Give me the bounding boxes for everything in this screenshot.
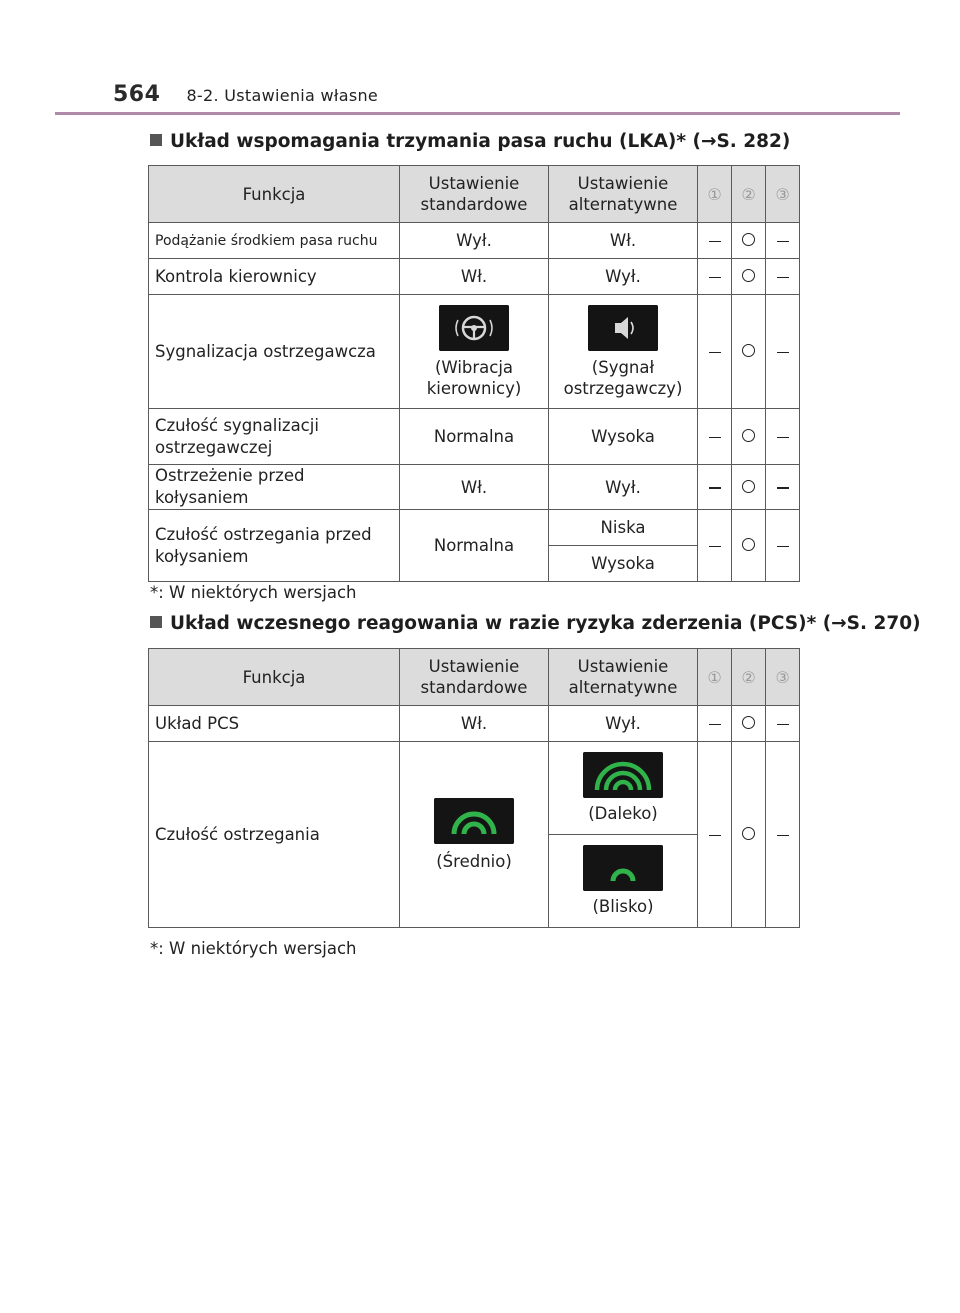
lka-title-text: Układ wspomagania trzymania pasa ruchu (LKA)* (→S. 282) [170,131,791,152]
mark-circle [732,295,766,409]
function-cell: Sygnalizacja ostrzegawcza [149,295,400,409]
radar-arcs-1-icon [583,845,663,891]
function-cell: Czułość sygnalizacji ostrzegawczej [149,409,400,465]
lka-settings-table [148,165,800,582]
alternative-cell: Wysoka [549,546,698,582]
dash-icon [709,487,721,489]
table-row [149,223,800,259]
mark-dash [766,409,800,465]
function-cell: Czułość ostrzegania przed kołysaniem [149,510,400,582]
alternative-cell: Wył. [549,259,698,295]
dash-icon [709,437,721,439]
mark-dash [766,742,800,928]
standard-cell [400,295,549,409]
dash-icon [777,437,789,439]
mark-dash [698,223,732,259]
alternative-cell [549,295,698,409]
standard-caption: (Średnio) [436,851,512,871]
alternative-cell: Wysoka [549,409,698,465]
dash-icon [709,724,721,726]
mark-dash [698,409,732,465]
standard-cell: Normalna [400,510,549,582]
col-header-function: Funkcja [149,166,400,223]
mark-dash [766,465,800,510]
table-row [149,510,800,546]
col-header-1: ① [698,166,732,223]
standard-cell: Wł. [400,706,549,742]
table-row [149,409,800,465]
dash-icon [709,241,721,243]
standard-caption: (Wibracja kierownicy) [426,357,522,398]
alternative-cell [549,742,698,835]
mark-dash [698,510,732,582]
header-divider [55,112,900,115]
dash-icon [709,835,721,837]
dash-icon [777,277,789,279]
circle-icon [742,429,755,442]
dash-icon [777,546,789,548]
pcs-title-text: Układ wczesnego reagowania w razie ryzyka zderzenia (PCS)* (→S. 270) [170,613,921,634]
table-header-row [149,649,800,706]
circle-icon [742,233,755,246]
function-cell: Czułość ostrzegania [149,742,400,928]
alternative-caption: (Blisko) [592,897,654,916]
standard-cell [400,742,549,928]
mark-circle [732,259,766,295]
page-number: 564 [113,82,161,107]
mark-circle [732,223,766,259]
dash-icon [777,835,789,837]
col-header-standard: Ustawienie standardowe [400,166,549,223]
lka-footnote: *: W niektórych wersjach [150,583,357,602]
dash-icon [709,352,721,354]
pcs-settings-table [148,648,800,928]
standard-cell: Normalna [400,409,549,465]
table-header-row [149,166,800,223]
circle-icon [742,827,755,840]
circle-icon [742,716,755,729]
mark-circle [732,742,766,928]
mark-dash [766,223,800,259]
standard-cell: Wł. [400,259,549,295]
mark-dash [698,742,732,928]
table-row [149,259,800,295]
alternative-cell: Wył. [549,706,698,742]
circle-icon [742,480,755,493]
dash-icon [709,546,721,548]
table-row [149,465,800,510]
bullet-square-icon [150,134,162,146]
col-header-1: ① [698,649,732,706]
dash-icon [777,241,789,243]
dash-icon [777,724,789,726]
mark-dash [698,295,732,409]
standard-cell: Wł. [400,465,549,510]
circle-icon [742,344,755,357]
col-header-2: ② [732,649,766,706]
pcs-footnote: *: W niektórych wersjach [150,939,357,958]
mark-dash [698,706,732,742]
mark-dash [766,510,800,582]
dash-icon [777,487,789,489]
mark-dash [698,259,732,295]
dash-icon [777,352,789,354]
function-cell: Ostrzeżenie przed kołysaniem [149,465,400,510]
col-header-standard: Ustawienie standardowe [400,649,549,706]
steering-wheel-vibration-icon [439,305,509,351]
table-row [149,742,800,835]
standard-cell: Wył. [400,223,549,259]
alternative-cell [549,835,698,928]
mark-circle [732,706,766,742]
mark-circle [732,465,766,510]
col-header-alternative: Ustawienie alternatywne [549,649,698,706]
function-cell: Kontrola kierownicy [149,259,400,295]
mark-dash [766,706,800,742]
circle-icon [742,538,755,551]
page-header [113,82,378,107]
col-header-alternative: Ustawienie alternatywne [549,166,698,223]
radar-arcs-2-icon [434,798,514,844]
buzzer-speaker-icon [588,305,658,351]
mark-circle [732,510,766,582]
table-row [149,295,800,409]
alternative-caption: (Sygnał ostrzegawczy) [563,357,683,398]
mark-dash [698,465,732,510]
dash-icon [709,277,721,279]
lka-section-title [150,131,790,152]
table-row [149,706,800,742]
pcs-section-title [150,613,921,634]
col-header-3: ③ [766,649,800,706]
col-header-function: Funkcja [149,649,400,706]
function-cell: Podążanie środkiem pasa ruchu [149,223,400,259]
mark-circle [732,409,766,465]
col-header-3: ③ [766,166,800,223]
mark-dash [766,259,800,295]
section-reference: 8-2. Ustawienia własne [186,86,379,105]
alternative-cell: Wł. [549,223,698,259]
function-cell: Układ PCS [149,706,400,742]
alternative-caption: (Daleko) [588,804,658,823]
radar-arcs-3-icon [583,752,663,798]
alternative-cell: Wył. [549,465,698,510]
mark-dash [766,295,800,409]
circle-icon [742,269,755,282]
col-header-2: ② [732,166,766,223]
bullet-square-icon [150,616,162,628]
alternative-cell: Niska [549,510,698,546]
